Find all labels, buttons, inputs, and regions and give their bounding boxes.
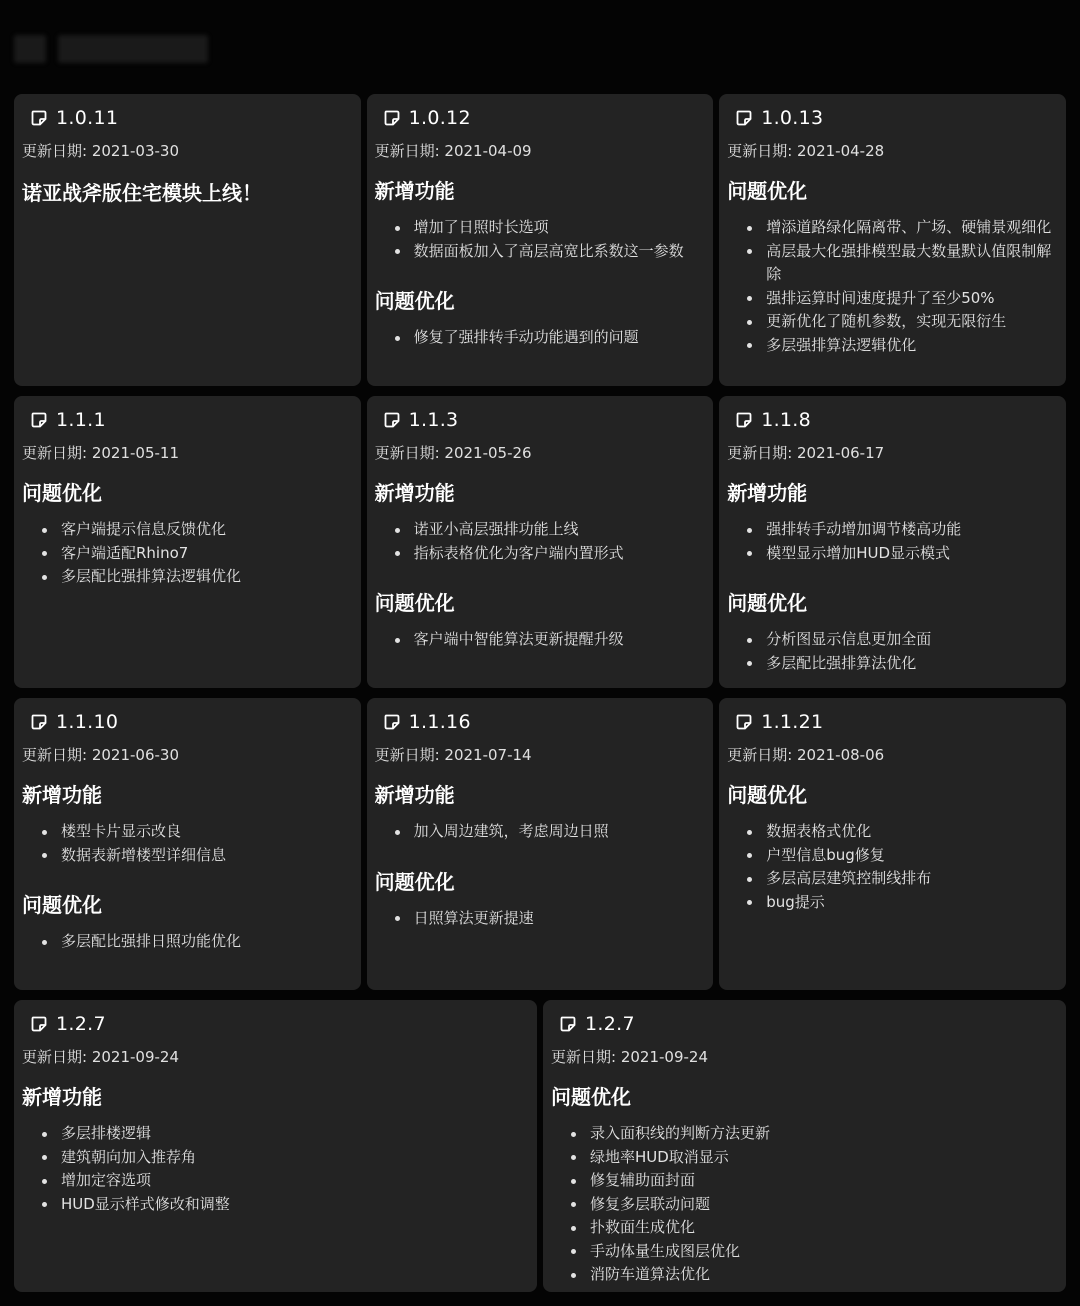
list-item: 消防车道算法优化: [571, 1263, 1058, 1287]
version-number: 1.1.8: [761, 409, 812, 431]
list-item: 修复多层联动问题: [571, 1193, 1058, 1217]
release-card-grid: [14, 94, 1066, 1302]
change-list: [375, 820, 706, 844]
note-icon: [383, 411, 401, 429]
update-date: 更新日期: 2021-04-09: [374, 142, 532, 160]
list-item: 建筑朝向加入推荐角: [42, 1146, 529, 1170]
list-item: HUD显示样式修改和调整: [42, 1193, 529, 1217]
update-date: 更新日期: 2021-09-24: [22, 1048, 179, 1066]
list-item: 绿地率HUD取消显示: [571, 1146, 1058, 1170]
version-number: 1.0.12: [408, 107, 471, 129]
section-title: 问题优化: [22, 893, 102, 917]
list-item: 楼型卡片显示改良: [42, 820, 353, 844]
list-item: 扑救面生成优化: [571, 1216, 1058, 1240]
list-item: 分析图显示信息更加全面: [747, 628, 1058, 652]
update-date: 更新日期: 2021-05-26: [374, 444, 532, 462]
note-icon: [735, 109, 753, 127]
change-list: [727, 820, 1058, 914]
card-header: [30, 106, 353, 130]
list-item: 客户端提示信息反馈优化: [42, 518, 353, 542]
card-header: [735, 710, 1058, 734]
release-card: [719, 396, 1066, 688]
change-section: [375, 779, 706, 844]
list-item: 诺亚小高层强排功能上线: [395, 518, 706, 542]
change-list: [22, 820, 353, 867]
list-item: 多层高层建筑控制线排布: [747, 867, 1058, 891]
list-item: 录入面积线的判断方法更新: [571, 1122, 1058, 1146]
list-item: 多层强排算法逻辑优化: [747, 334, 1058, 358]
list-item: 数据表格式优化: [747, 820, 1058, 844]
list-item: 增添道路绿化隔离带、广场、硬铺景观细化: [747, 216, 1058, 240]
change-section: [727, 779, 1058, 914]
list-item: 强排运算时间速度提升了至少50%: [747, 287, 1058, 311]
card-header: [383, 710, 706, 734]
card-row: [14, 94, 1066, 386]
card-row: [14, 698, 1066, 990]
change-section: [22, 1081, 529, 1216]
list-item: 客户端适配Rhino7: [42, 542, 353, 566]
card-row: [14, 396, 1066, 688]
list-item: 修复了强排转手动功能遇到的问题: [395, 326, 706, 350]
section-title: 问题优化: [22, 481, 102, 505]
list-item: 修复辅助面封面: [571, 1169, 1058, 1193]
card-header: [30, 1012, 529, 1036]
change-section: [375, 477, 706, 565]
change-section: [727, 477, 1058, 565]
list-item: 多层配比强排日照功能优化: [42, 930, 353, 954]
section-title: 问题优化: [727, 179, 808, 203]
note-icon: [735, 713, 753, 731]
list-item: 户型信息bug修复: [747, 844, 1058, 868]
list-item: 指标表格优化为客户端内置形式: [395, 542, 706, 566]
update-date: 更新日期: 2021-06-17: [727, 444, 885, 462]
section-title: 问题优化: [374, 289, 455, 313]
card-header: [30, 408, 353, 432]
release-card: [719, 94, 1066, 386]
change-section: [375, 587, 706, 652]
change-section: [22, 889, 353, 954]
change-section: [375, 866, 706, 931]
list-item: 增加定容选项: [42, 1169, 529, 1193]
version-number: 1.2.7: [585, 1013, 635, 1035]
change-section: [727, 587, 1058, 675]
card-header: [559, 1012, 1058, 1036]
update-date: 更新日期: 2021-08-06: [727, 746, 885, 764]
list-item: 增加了日照时长选项: [395, 216, 706, 240]
release-card: [14, 698, 361, 990]
update-date: 更新日期: 2021-09-24: [551, 1048, 708, 1066]
version-number: 1.1.16: [408, 711, 471, 733]
version-number: 1.0.11: [56, 107, 119, 129]
change-section: [22, 477, 353, 589]
card-header: [383, 408, 706, 432]
version-number: 1.0.13: [761, 107, 824, 129]
list-item: 多层配比强排算法优化: [747, 652, 1058, 676]
change-list: [375, 518, 706, 565]
update-date: 更新日期: 2021-05-11: [22, 444, 179, 462]
release-card: [367, 698, 714, 990]
list-item: 模型显示增加HUD显示模式: [747, 542, 1058, 566]
release-card: [719, 698, 1066, 990]
list-item: 数据面板加入了高层高宽比系数这一参数: [395, 240, 706, 264]
update-date: 更新日期: 2021-07-14: [374, 746, 532, 764]
section-title: 问题优化: [727, 783, 808, 807]
note-icon: [383, 713, 401, 731]
update-date: 更新日期: 2021-04-28: [727, 142, 885, 160]
release-card: [14, 396, 361, 688]
note-icon: [559, 1015, 577, 1033]
version-number: 1.1.1: [56, 409, 106, 431]
release-card: [367, 94, 714, 386]
list-item: 多层配比强排算法逻辑优化: [42, 565, 353, 589]
change-section: [727, 175, 1058, 357]
list-item: 更新优化了随机参数，实现无限衍生: [747, 310, 1058, 334]
change-list: [727, 518, 1058, 565]
list-item: 高层最大化强排模型最大数量默认值限制解除: [747, 240, 1058, 287]
change-list: [375, 907, 706, 931]
section-title: 新增功能: [374, 481, 455, 505]
change-list: [22, 930, 353, 954]
change-section: [375, 175, 706, 263]
list-item: 强排转手动增加调节楼高功能: [747, 518, 1058, 542]
change-list: [375, 216, 706, 263]
version-number: 1.1.3: [408, 409, 459, 431]
change-section: [22, 779, 353, 867]
section-title: 新增功能: [22, 1085, 102, 1109]
change-list: [375, 628, 706, 652]
change-list: [727, 628, 1058, 675]
list-item: 数据表新增楼型详细信息: [42, 844, 353, 868]
card-headline: 诺亚战斧版住宅模块上线！: [22, 181, 262, 205]
change-section: [375, 285, 706, 350]
change-list: [22, 518, 353, 589]
change-list: [375, 326, 706, 350]
release-card: [14, 1000, 537, 1292]
note-icon: [383, 109, 401, 127]
list-item: bug提示: [747, 891, 1058, 915]
note-icon: [735, 411, 753, 429]
update-date: 更新日期: 2021-06-30: [22, 746, 179, 764]
section-title: 问题优化: [727, 591, 808, 615]
change-list: [22, 1122, 529, 1216]
section-title: 问题优化: [374, 591, 455, 615]
card-row: [14, 1000, 1066, 1292]
change-list: [551, 1122, 1058, 1287]
release-card: [14, 94, 361, 386]
update-date: 更新日期: 2021-03-30: [22, 142, 179, 160]
card-header: [735, 408, 1058, 432]
note-icon: [30, 713, 48, 731]
version-number: 1.2.7: [56, 1013, 106, 1035]
section-title: 问题优化: [374, 869, 455, 894]
list-item: 日照算法更新提速: [395, 907, 706, 931]
change-list: [727, 216, 1058, 357]
note-icon: [30, 411, 48, 429]
note-icon: [30, 1015, 48, 1033]
card-header: [383, 106, 706, 130]
release-card: [543, 1000, 1066, 1292]
blurred-page-title: [14, 34, 208, 64]
list-item: 客户端中智能算法更新提醒升级: [395, 628, 706, 652]
note-icon: [30, 109, 48, 127]
list-item: 手动体量生成图层优化: [571, 1240, 1058, 1264]
card-header: [735, 106, 1058, 130]
section-title: 新增功能: [374, 179, 455, 203]
section-title: 新增功能: [22, 783, 102, 807]
change-section: [551, 1081, 1058, 1287]
list-item: 加入周边建筑，考虑周边日照: [395, 820, 706, 844]
section-title: 新增功能: [727, 481, 808, 505]
release-card: [367, 396, 714, 688]
list-item: 多层排楼逻辑: [42, 1122, 529, 1146]
version-number: 1.1.10: [56, 711, 119, 733]
version-number: 1.1.21: [761, 711, 824, 733]
section-title: 新增功能: [374, 783, 455, 807]
card-header: [30, 710, 353, 734]
section-title: 问题优化: [551, 1085, 631, 1109]
